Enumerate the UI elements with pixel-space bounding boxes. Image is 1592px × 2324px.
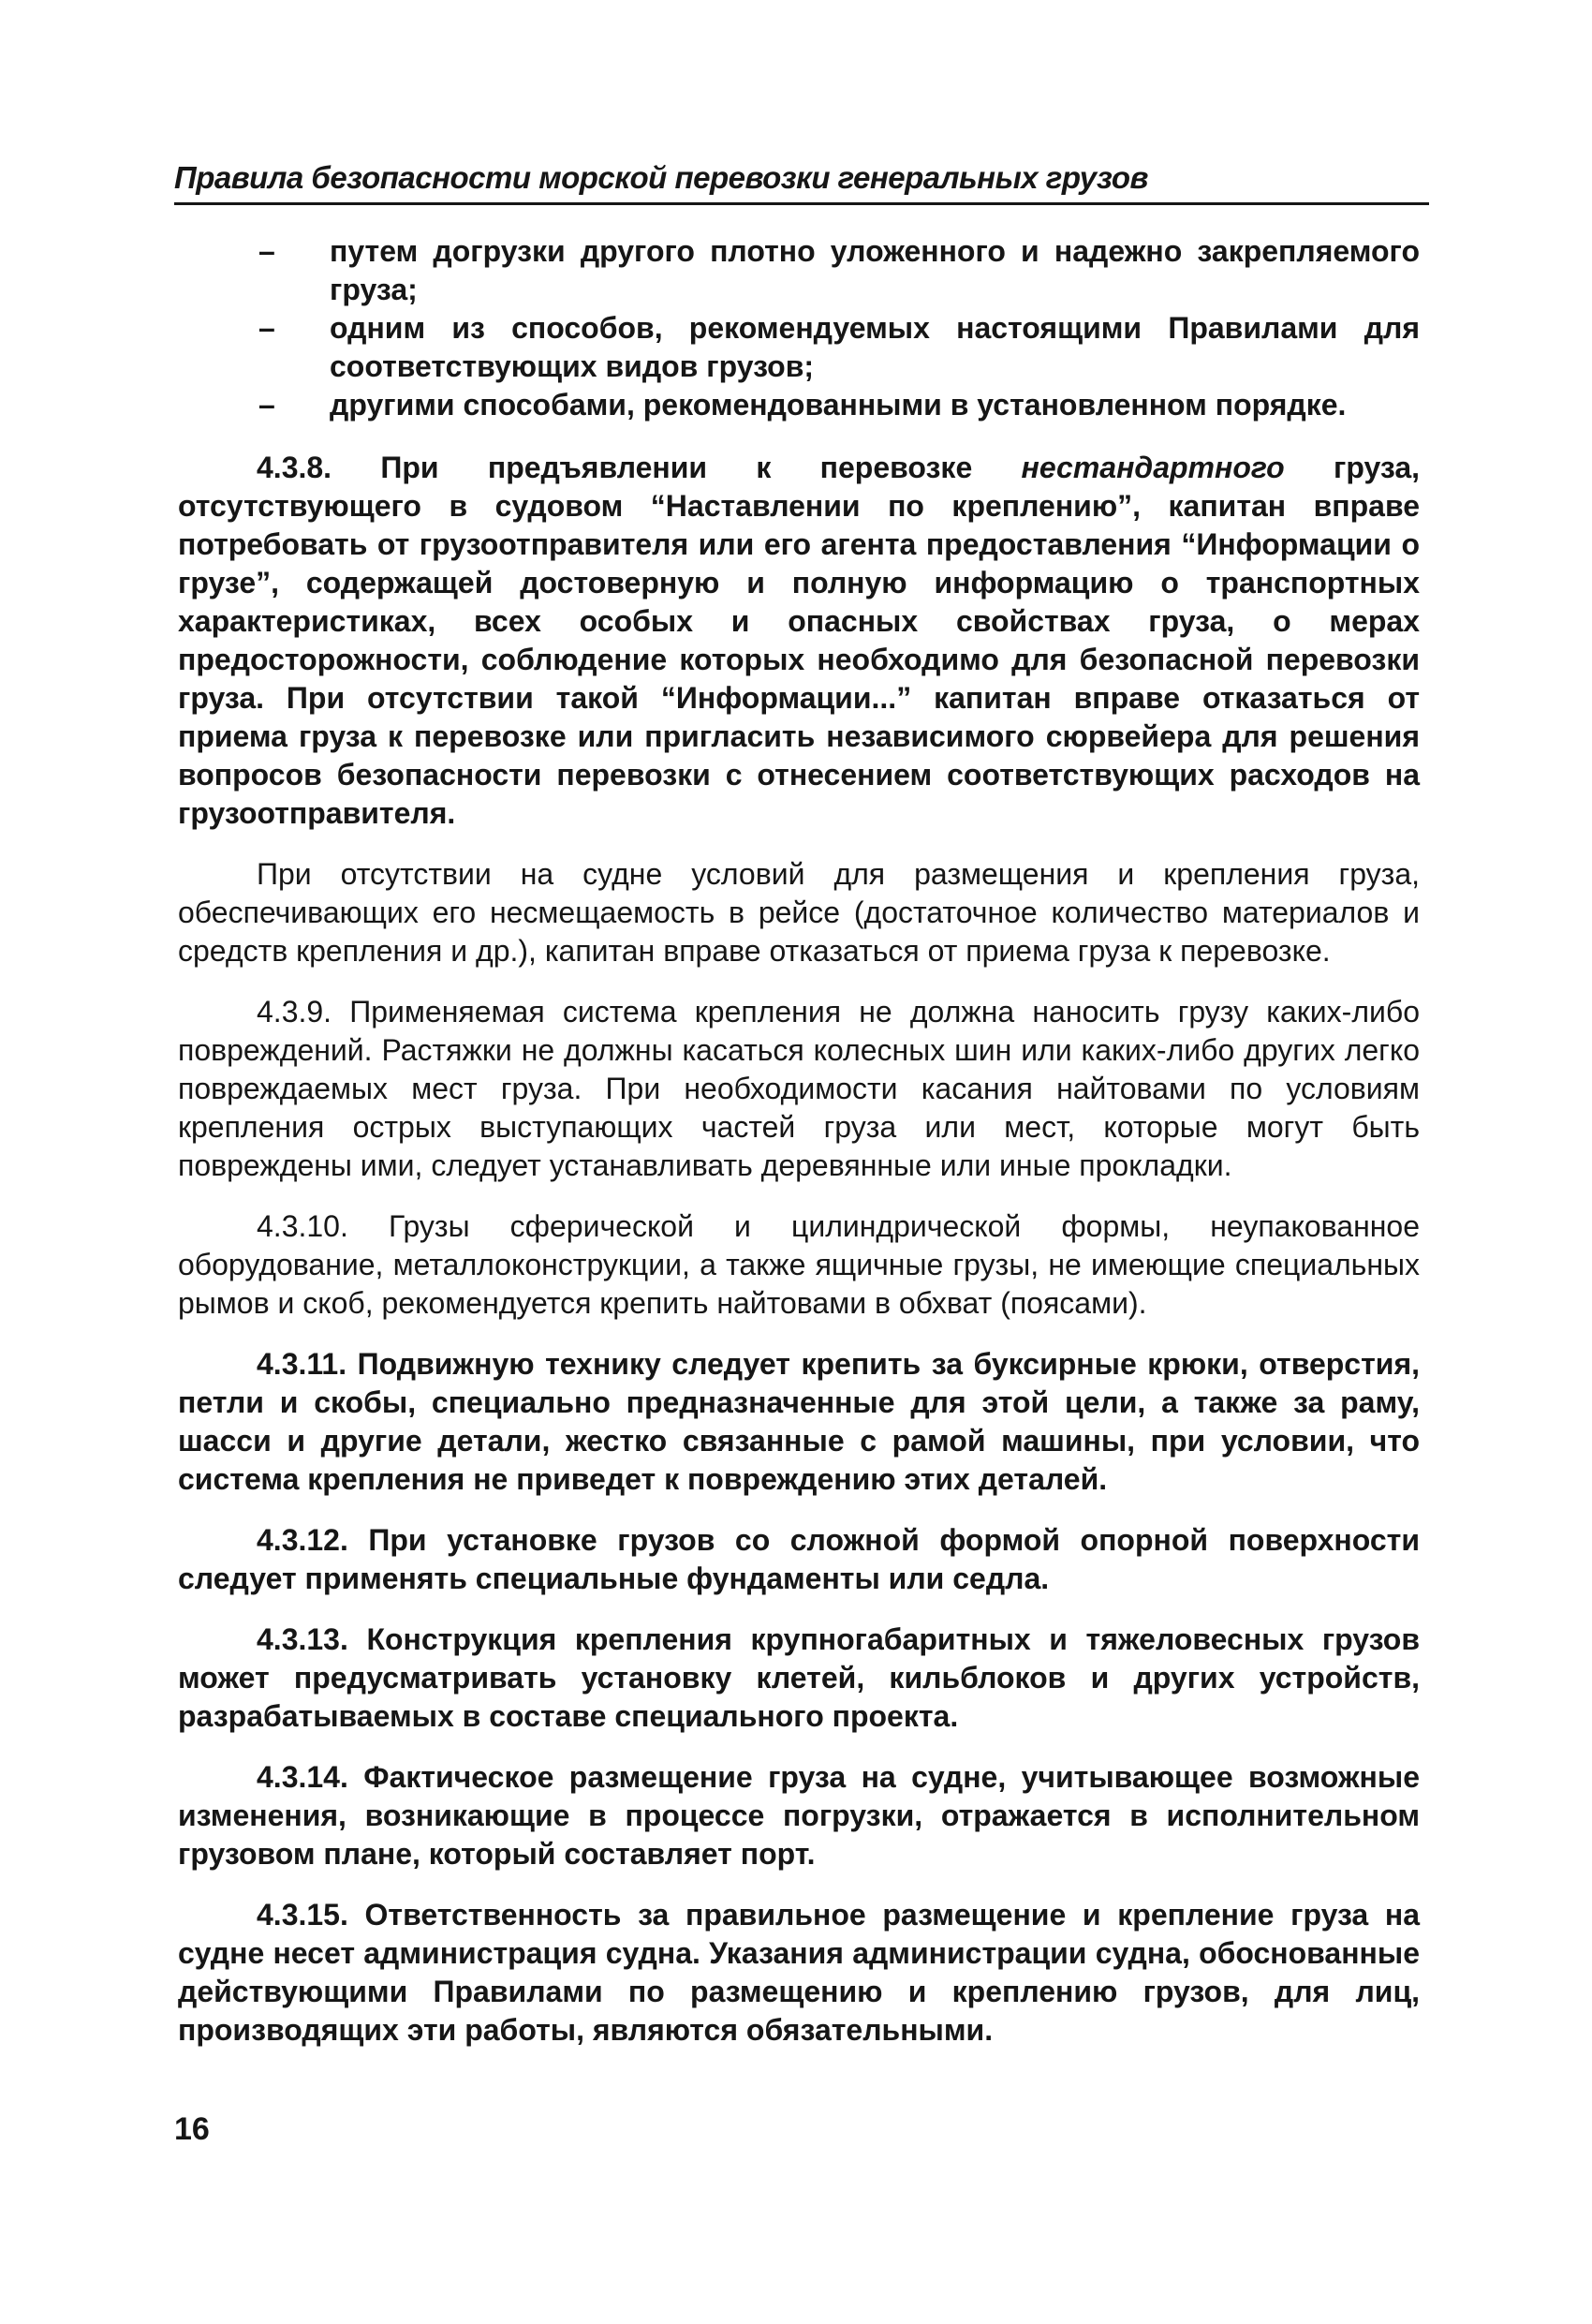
bullet-list [178, 232, 1420, 424]
clause-number: 4.3.9. [257, 995, 332, 1029]
clause-number: 4.3.12. [257, 1523, 348, 1557]
paragraph-4-3-11 [178, 1345, 1420, 1499]
running-header: Правила безопасности морской перевозки генеральных грузов [174, 159, 1429, 205]
paragraph-4-3-12 [178, 1521, 1420, 1598]
clause-number: 4.3.13. [257, 1622, 348, 1656]
list-item-text: путем догрузки другого плотно уложенного и надежно закрепляемого груза; [330, 234, 1420, 306]
emphasis-text: нестандартного [1021, 451, 1285, 484]
paragraph-4-3-13 [178, 1621, 1420, 1736]
paragraph-captain-refusal: При отсутствии на судне условий для размещения и крепления груза, обеспечивающих его несмещаемость в рейсе (достаточное количество материалов и средств крепления и др.), капитан вправе отказаться от приема груза к перевозке. [178, 857, 1420, 968]
page-number: 16 [174, 2111, 210, 2147]
clause-number: 4.3.14. [257, 1760, 348, 1794]
list-item [178, 386, 1420, 424]
paragraph-4-3-15 [178, 1896, 1420, 2050]
dash-marker: – [258, 388, 275, 422]
list-item-text: другими способами, рекомендованными в установленном порядке. [330, 388, 1347, 422]
list-item [178, 309, 1420, 386]
paragraph-text: Применяемая система крепления не должна наносить грузу каких-либо повреждений. Растяжки не должны касаться колесных шин или каких-либо других легко повреждаемых мест груза. При необходимости касания найтовами по условиям крепления острых выступающих частей груза или мест, которые могут быть повреждены ими, следует устанавливать деревянные или иные прокладки. [178, 995, 1421, 1182]
list-item [178, 232, 1420, 309]
clause-number: 4.3.8. [257, 451, 332, 484]
paragraph-4-3-9 [178, 993, 1420, 1185]
paragraph-4-3-14 [178, 1758, 1420, 1873]
dash-marker: – [258, 311, 275, 345]
dash-marker: – [258, 234, 275, 268]
page-content [178, 232, 1420, 2072]
paragraph-text: Подвижную технику следует крепить за буксирные крюки, отверстия, петли и скобы, специально предназначенные для этой цели, а также за раму, шасси и другие детали, жестко связанные с рамой машины, при условии, что система крепления не приведет к повреждению этих деталей. [178, 1347, 1421, 1496]
paragraph-text: Грузы сферической и цилиндрической формы, неупакованное оборудование, металлоконструкции, а также ящичные грузы, не имеющие специальных рымов и скоб, рекомендуется крепить найтовами в обхват (поясами). [178, 1209, 1421, 1320]
paragraph-4-3-8 [178, 449, 1420, 833]
paragraph-text: Конструкция крепления крупногабаритных и тяжеловесных грузов может предусматривать установку клетей, кильблоков и других устройств, разрабатываемых в составе специального проекта. [178, 1622, 1421, 1733]
clause-number: 4.3.11. [257, 1347, 347, 1381]
paragraph-4-3-10 [178, 1207, 1420, 1323]
clause-number: 4.3.15. [257, 1898, 348, 1932]
paragraph-text-part1: При предъявлении к перевозке [380, 451, 973, 484]
paragraph-text: При установке грузов со сложной формой опорной поверхности следует применять специальные фундаменты или седла. [178, 1523, 1421, 1595]
paragraph-text: Фактическое размещение груза на судне, учитывающее возможные изменения, возникающие в процессе погрузки, отражается в исполнительном грузовом плане, который составляет порт. [178, 1760, 1421, 1871]
list-item-text: одним из способов, рекомендуемых настоящими Правилами для соответствующих видов грузов; [330, 311, 1420, 383]
paragraph-text-part2: груза, отсутствующего в судовом “Наставлении по креплению”, капитан вправе потребовать от грузоотправителя или его агента предоставления “Информации о грузе”, содержащей достоверную и полную информацию о транспортных характеристиках, всех особых и опасных свойствах груза, о мерах предосторожности, соблюдение которых необходимо для безопасной перевозки груза. При отсутствии такой “Информации...” капитан вправе отказаться от приема груза к перевозке или пригласить независимого сюрвейера для решения вопросов безопасности перевозки с отнесением соответствующих расходов на грузоотправителя. [178, 451, 1420, 830]
paragraph-text: Ответственность за правильное размещение и крепление груза на судне несет администрация судна. Указания администрации судна, обоснованные действующими Правилами по размещению и креплению грузов, для лиц, производящих эти работы, являются обязательными. [178, 1898, 1421, 2047]
clause-number: 4.3.10. [257, 1209, 348, 1243]
